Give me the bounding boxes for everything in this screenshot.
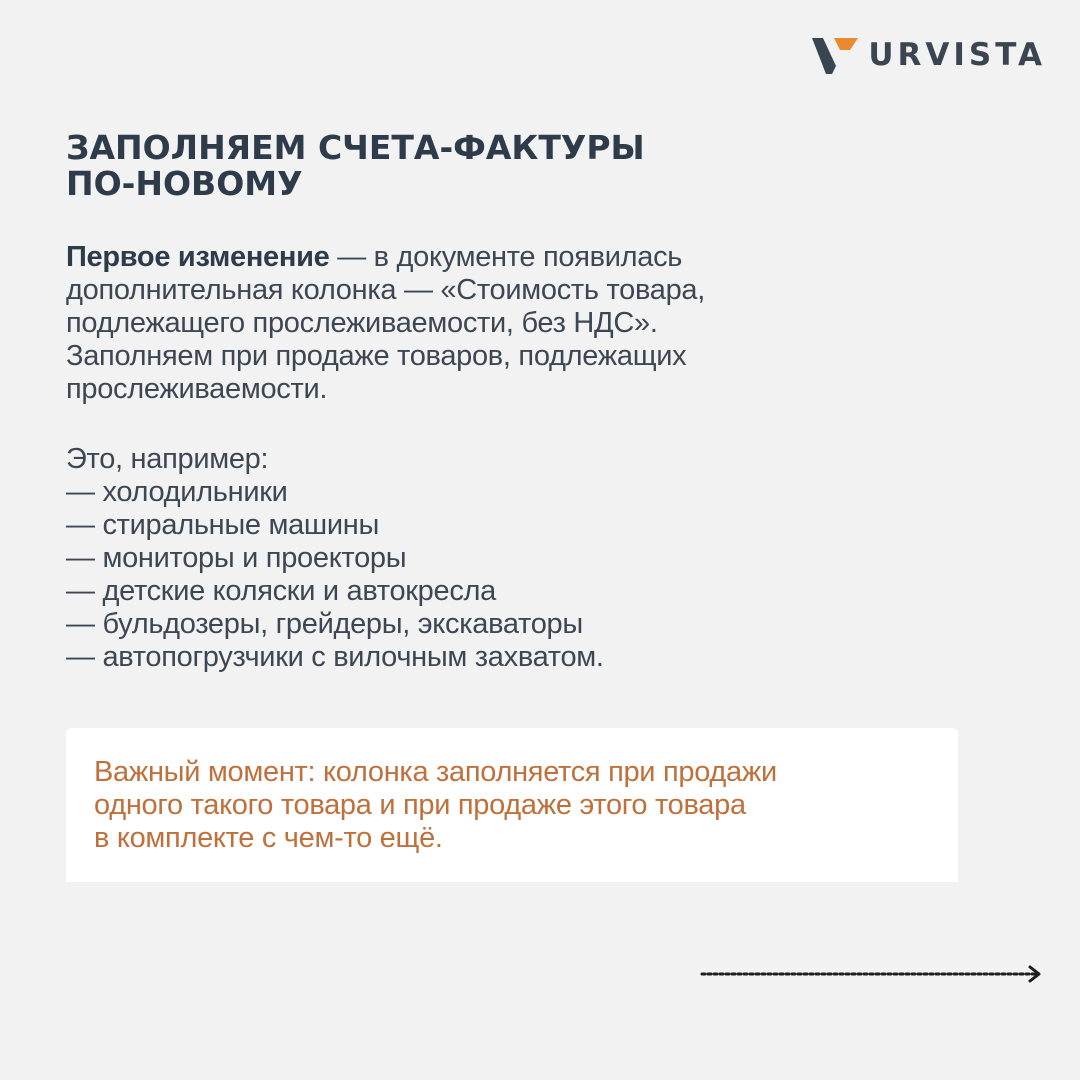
intro-line — [66, 241, 886, 274]
list-item: — стиральные машины — [66, 509, 380, 541]
intro-line: Заполняем при продаже товаров, подлежащих — [66, 340, 687, 372]
dotted-arrow-right-icon[interactable] — [700, 962, 1048, 986]
important-note-card — [66, 728, 958, 882]
note-line: одного такого товара и при продаже этого товара — [94, 789, 746, 821]
intro-paragraph — [66, 241, 886, 406]
important-note-text — [94, 756, 938, 855]
intro-line: дополнительная колонка — «Стоимость товара, — [66, 274, 705, 306]
note-line: в комплекте с чем-то ещё. — [94, 822, 443, 854]
brand-logo — [812, 36, 1046, 74]
list-item: — мониторы и проекторы — [66, 542, 407, 574]
urvista-logo-icon — [812, 36, 860, 74]
intro-line: прослеживаемости. — [66, 373, 328, 405]
examples-list — [66, 443, 886, 674]
intro-bold: Первое изменение — [66, 241, 330, 273]
brand-name: URVISTA — [868, 36, 1046, 73]
list-item: — бульдозеры, грейдеры, экскаваторы — [66, 608, 583, 640]
examples-lead: Это, например: — [66, 443, 269, 475]
intro-line-rest: — в документе появилась — [329, 241, 683, 273]
title-line: ПО-НОВОМУ — [66, 164, 303, 203]
intro-line: подлежащего прослеживаемости, без НДС». — [66, 307, 658, 339]
list-item: — автопогрузчики с вилочным захватом. — [66, 641, 604, 673]
list-item: — детские коляски и автокресла — [66, 575, 496, 607]
note-line: Важный момент: колонка заполняется при продажи — [94, 756, 777, 788]
list-item: — холодильники — [66, 476, 288, 508]
page-title — [66, 130, 866, 202]
title-line: ЗАПОЛНЯЕМ СЧЕТА-ФАКТУРЫ — [66, 128, 645, 167]
